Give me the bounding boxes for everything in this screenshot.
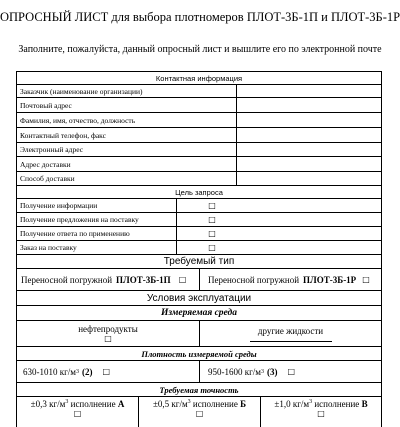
accuracy-b-label: исполнение: [192, 399, 238, 409]
contact-label-person: Фамилия, имя, отчество, должность: [17, 113, 237, 127]
accuracy-a-letter: А: [117, 399, 125, 409]
accuracy-a-checkbox[interactable]: □: [73, 409, 82, 418]
purpose-label-info: Получение информации: [17, 199, 177, 212]
density-option-low[interactable]: [17, 361, 200, 382]
contact-input-delivery-method[interactable]: [237, 172, 381, 185]
page-title: ОПРОСНЫЙ ЛИСТ для выбора плотномеров ПЛОТ-3Б-1П и ПЛОТ-3Б-1Р: [0, 10, 400, 24]
density-low-range: 630-1010 кг/м: [23, 366, 77, 377]
density-low-num: (2): [82, 366, 93, 377]
density-high-checkbox[interactable]: □: [287, 367, 296, 376]
accuracy-a-sup: 3: [65, 399, 69, 405]
contact-row-delivery-address: [16, 157, 382, 172]
purpose-header: Цель запроса: [175, 187, 223, 197]
density-option-high[interactable]: [200, 361, 381, 382]
purpose-row-offer: [16, 213, 382, 227]
contact-input-person[interactable]: [237, 113, 381, 127]
medium-option-oil[interactable]: [17, 321, 200, 346]
questionnaire-form: [16, 71, 382, 427]
medium-oil-label: нефтепродукты: [78, 324, 138, 334]
type-left-model: ПЛОТ-3Б-1П: [116, 274, 171, 285]
density-low-sup: 3: [76, 368, 80, 375]
type-row: [16, 269, 382, 291]
accuracy-c-checkbox[interactable]: □: [317, 409, 325, 418]
purpose-row-order: [16, 241, 382, 255]
purpose-row-info: [16, 199, 382, 213]
density-high-num: (3): [267, 366, 278, 377]
medium-header-row: [16, 306, 382, 321]
contact-label-delivery-address: Адрес доставки: [17, 157, 237, 171]
density-header: Плотность измеряемой среды: [141, 348, 257, 359]
contact-input-email[interactable]: [237, 143, 381, 156]
contact-input-address[interactable]: [237, 98, 381, 112]
accuracy-b-value: ±0,5 кг/м: [152, 399, 188, 409]
accuracy-b-sup: 3: [187, 399, 191, 405]
accuracy-header: Требуемая точность: [159, 384, 239, 395]
medium-oil-checkbox[interactable]: □: [104, 334, 112, 343]
contact-input-delivery-address[interactable]: [237, 157, 381, 171]
purpose-checkbox-answer[interactable]: □: [208, 229, 216, 238]
page-subtitle: Заполните, пожалуйста, данный опросный лист и вышлите его по электронной почте: [18, 44, 382, 55]
contact-input-phone[interactable]: [237, 128, 381, 142]
density-row: [16, 361, 382, 383]
conditions-header: Условия эксплуатации: [146, 292, 252, 304]
medium-option-other[interactable]: [200, 321, 381, 346]
purpose-label-order: Заказ на поставку: [17, 241, 177, 254]
contact-row-address: [16, 98, 382, 113]
contact-header-row: [16, 72, 382, 85]
density-high-sup: 3: [261, 368, 265, 375]
contact-input-customer[interactable]: [237, 85, 381, 97]
medium-row: [16, 321, 382, 347]
accuracy-option-c[interactable]: [261, 397, 381, 427]
accuracy-a-label: исполнение: [70, 399, 116, 409]
accuracy-b-letter: Б: [240, 399, 247, 409]
type-right-checkbox[interactable]: □: [362, 275, 370, 284]
contact-header: Контактная информация: [155, 73, 243, 83]
density-high-range: 950-1600 кг/м: [208, 366, 262, 377]
accuracy-option-a[interactable]: [17, 397, 139, 427]
contact-row-person: [16, 113, 382, 128]
accuracy-c-label: исполнение: [314, 399, 360, 409]
accuracy-a-value: ±0,3 кг/м: [30, 399, 66, 409]
type-header: Требуемый тип: [163, 256, 235, 267]
density-header-row: [16, 347, 382, 361]
density-low-checkbox[interactable]: □: [102, 367, 111, 376]
medium-other-label: другие жидкости: [257, 325, 324, 336]
purpose-header-row: [16, 186, 382, 199]
contact-label-customer: Заказчик (наименование организации): [17, 85, 237, 97]
medium-other-input[interactable]: [250, 339, 332, 342]
contact-row-customer: [16, 85, 382, 98]
type-option-right[interactable]: [200, 269, 381, 290]
purpose-label-answer: Получение ответа по применению: [17, 227, 177, 240]
purpose-label-offer: Получение предложения на поставку: [17, 213, 177, 226]
type-right-model: ПЛОТ-3Б-1Р: [303, 274, 357, 285]
purpose-checkbox-offer[interactable]: □: [208, 215, 216, 224]
purpose-row-answer: [16, 227, 382, 241]
contact-row-delivery-method: [16, 172, 382, 186]
accuracy-b-checkbox[interactable]: □: [195, 409, 204, 418]
accuracy-row: [16, 397, 382, 427]
type-left-checkbox[interactable]: □: [178, 275, 187, 284]
contact-label-address: Почтовый адрес: [17, 98, 237, 112]
accuracy-c-letter: В: [361, 399, 368, 409]
conditions-header-row: [16, 291, 382, 306]
type-right-prefix: Переносной погружной: [208, 274, 300, 285]
purpose-checkbox-info[interactable]: □: [208, 201, 216, 210]
contact-row-phone: [16, 128, 382, 143]
medium-header: Измеряемая среда: [160, 308, 238, 318]
accuracy-c-sup: 3: [309, 399, 313, 405]
purpose-checkbox-order[interactable]: □: [208, 243, 216, 252]
type-option-left[interactable]: [17, 269, 200, 290]
contact-row-email: [16, 143, 382, 157]
contact-label-delivery-method: Способ доставки: [17, 172, 237, 185]
type-left-prefix: Переносной погружной: [21, 274, 113, 285]
contact-label-email: Электронный адрес: [17, 143, 237, 156]
type-header-row: [16, 255, 382, 269]
accuracy-c-value: ±1,0 кг/м: [274, 399, 310, 409]
contact-label-phone: Контактный телефон, факс: [17, 128, 237, 142]
accuracy-header-row: [16, 383, 382, 397]
accuracy-option-b[interactable]: [139, 397, 261, 427]
